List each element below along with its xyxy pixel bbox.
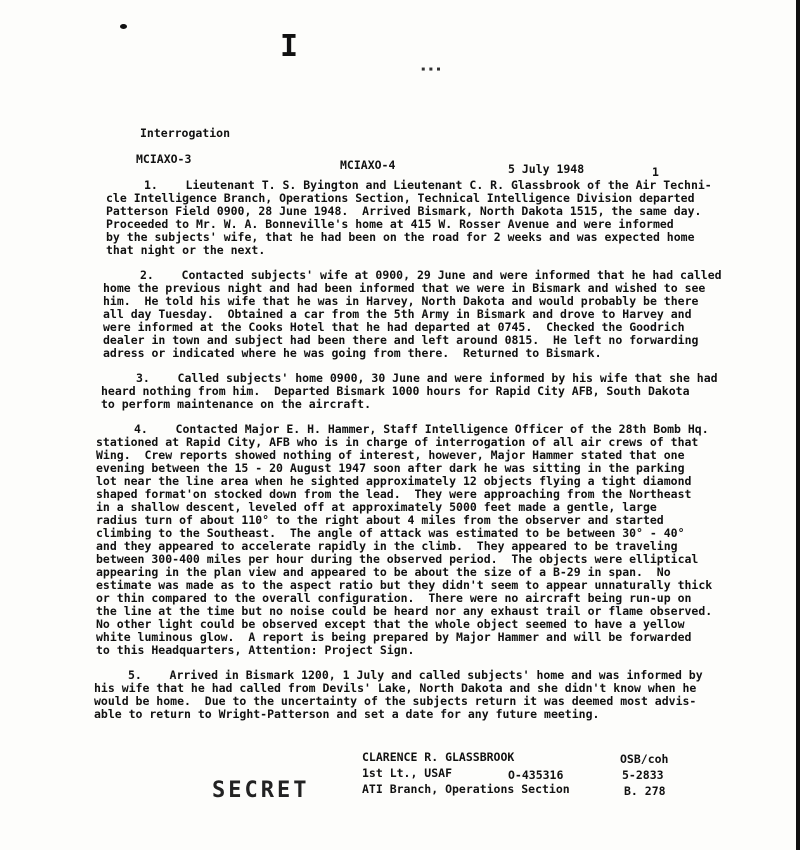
document-date: 5 July 1948 xyxy=(508,162,585,176)
text-line: the line at the time but no noise could be heard nor any exhaust trail or flame observed. xyxy=(96,604,713,618)
text-line: 4. Contacted Major E. H. Hammer, Staff Intelligence Officer of the 28th Bomb Hq. xyxy=(134,422,709,436)
text-line: to perform maintenance on the aircraft. xyxy=(101,397,372,411)
text-line: Wing. Crew reports showed nothing of interest, however, Major Hammer stated that one xyxy=(96,448,685,462)
text-line: cle Intelligence Branch, Operations Section, Technical Intelligence Division departed xyxy=(106,191,695,205)
text-line: adress or indicated where he was going from there. Returned to Bismark. xyxy=(103,346,602,360)
ink-mark xyxy=(120,24,127,29)
text-line: his wife that he had called from Devils' Lake, North Dakota and she didn't know when he xyxy=(94,681,697,695)
text-line: Proceeded to Mr. W. A. Bonneville's home at 415 W. Rosser Avenue and were informed xyxy=(106,217,674,231)
text-line: that night or the next. xyxy=(106,243,266,257)
text-line: lot near the line area when he sighted approximately 12 objects flying a tight diamond xyxy=(96,474,692,488)
phone-code: 5-2833 xyxy=(622,768,664,782)
text-line: home the previous night and had been informed that we were in Bismark and wished to see xyxy=(103,281,706,295)
text-line: him. He told his wife that he was in Harvey, North Dakota and would probably be there xyxy=(103,294,699,308)
text-line: 3. Called subjects' home 0900, 30 June and were informed by his wife that she had xyxy=(136,371,718,385)
text-line: or thin compared to the overall configuration. There were no aircraft being run-up on xyxy=(96,591,692,605)
text-line: radius turn of about 110° to the right about 4 miles from the observer and started xyxy=(96,513,664,527)
page-number: 1 xyxy=(652,165,659,179)
reference-center: MCIAXO-4 xyxy=(340,158,396,172)
reference-left: MCIAXO-3 xyxy=(136,152,192,166)
text-line: No other light could be observed except that the whole object seemed to have a yellow xyxy=(96,617,685,631)
signature-serial: O-435316 xyxy=(508,768,564,782)
interrogation-heading: Interrogation xyxy=(140,126,231,140)
file-code: OSB/coh xyxy=(620,752,669,766)
text-line: in a shallow descent, leveled off at approximately 5000 feet made a gentle, large xyxy=(96,500,657,514)
text-line: able to return to Wright-Patterson and set a date for any future meeting. xyxy=(94,707,600,721)
signature-name: CLARENCE R. GLASSBROOK xyxy=(362,750,515,764)
scan-edge xyxy=(796,0,800,850)
text-line: evening between the 15 - 20 August 1947 soon after dark he was sitting in the parking xyxy=(96,461,685,475)
text-line: stationed at Rapid City, AFB who is in charge of interrogation of all air crews of that xyxy=(96,435,699,449)
text-line: 2. Contacted subjects' wife at 0900, 29 June and were informed that he had called xyxy=(140,268,722,282)
header-smudge: ᐧᐧᐧ xyxy=(420,58,443,83)
text-line: to this Headquarters, Attention: Project Sign. xyxy=(96,643,415,657)
text-line: dealer in town and subject had been there and left around 0815. He left no forwarding xyxy=(103,333,699,347)
text-line: 5. Arrived in Bismark 1200, 1 July and called subjects' home and was informed by xyxy=(128,668,703,682)
signature-rank: 1st Lt., USAF xyxy=(362,766,453,780)
text-line: were informed at the Cooks Hotel that he had departed at 0745. Checked the Goodrich xyxy=(103,320,685,334)
top-mark: I xyxy=(280,29,299,64)
text-line: 1. Lieutenant T. S. Byington and Lieutenant C. R. Glassbrook of the Air Techni- xyxy=(144,178,712,192)
text-line: appearing in the plan view and appeared to be about the size of a B-29 in span. No xyxy=(96,565,671,579)
text-line: and they appeared to accelerate rapidly in the climb. They appeared to be traveling xyxy=(96,539,678,553)
text-line: by the subjects' wife, that he had been on the road for 2 weeks and was expected home xyxy=(106,230,695,244)
text-line: all day Tuesday. Obtained a car from the 5th Army in Bismark and drove to Harvey and xyxy=(103,307,692,321)
text-line: Patterson Field 0900, 28 June 1948. Arrived Bismark, North Dakota 1515, the same day. xyxy=(106,204,702,218)
text-line: would be home. Due to the uncertainty of the subjects return it was deemed most advis- xyxy=(94,694,697,708)
building-code: B. 278 xyxy=(624,784,666,798)
text-line: estimate was made as to the aspect ratio but they didn't seem to appear unnaturally thick xyxy=(96,578,713,592)
secret-stamp: SECRET xyxy=(212,778,310,803)
text-line: between 300-400 miles per hour during the observed period. The objects were elliptical xyxy=(96,552,699,566)
text-line: shaped format'on stocked down from the lead. They were approaching from the Northeast xyxy=(96,487,692,501)
text-line: climbing to the Southeast. The angle of attack was estimated to be between 30° - 40° xyxy=(96,526,685,540)
signature-unit: ATI Branch, Operations Section xyxy=(362,782,570,796)
text-line: heard nothing from him. Departed Bismark 1000 hours for Rapid City AFB, South Dakota xyxy=(101,384,690,398)
text-line: white luminous glow. A report is being prepared by Major Hammer and will be forwarded xyxy=(96,630,692,644)
